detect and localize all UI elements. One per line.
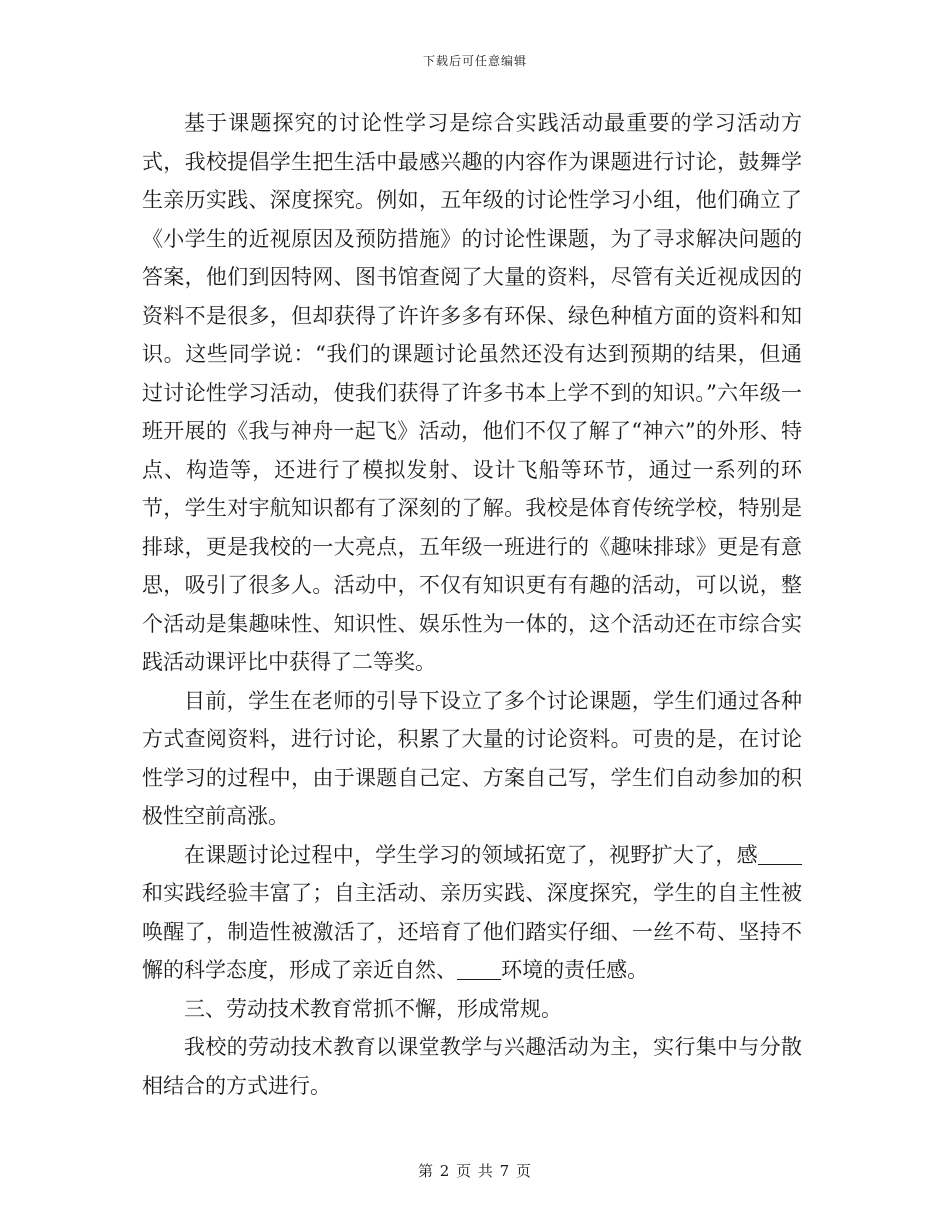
paragraph-discussion-process [142,836,802,990]
page-header: 下载后可任意编辑 [422,54,527,68]
paragraph-topic-inquiry: 基于课题探究的讨论性学习是综合实践活动最重要的学习活动方式，我校提倡学生把生活中最感兴趣的内容作为课题进行讨论，鼓舞学生亲历实践、深度探究。例如，五年级的讨论性学习小组，他们确立了《小学生的近视原因及预防措施》的讨论性课题，为了寻求解决问题的答案，他们到因特网、图书馆查阅了大量的资料，尽管有关近视成因的资料不是很多，但却获得了许许多多有环保、绿色种植方面的资料和知识。这些同学说：“我们的课题讨论虽然还没有达到预期的结果，但通过讨论性学习活动，使我们获得了许多书本上学不到的知识。”六年级一班开展的《我与神舟一起飞》活动，他们不仅了解了“神六”的外形、特点、构造等，还进行了模拟发射、设计飞船等环节，通过一系列的环节，学生对宇航知识都有了深刻的了解。我校是体育传统学校，特别是排球，更是我校的一大亮点，五年级一班进行的《趣味排球》更是有意思，吸引了很多人。活动中，不仅有知识更有有趣的活动，可以说，整个活动是集趣味性、知识性、娱乐性为一体的，这个活动还在市综合实践活动课评比中获得了二等奖。 [142,111,802,674]
page-number: 第 2 页 共 7 页 [418,1162,532,1180]
paragraph-labor-education: 我校的劳动技术教育以课堂教学与兴趣活动为主，实行集中与分散相结合的方式进行。 [142,1035,802,1098]
paragraph-current-status: 目前，学生在老师的引导下设立了多个讨论课题，学生们通过各种方式查阅资料，进行讨论，积累了大量的讨论资料。可贵的是，在讨论性学习的过程中，由于课题自己定、方案自己写，学生们自动参加的积极性空前高涨。 [142,688,802,828]
fill-in-blank-2 [457,958,501,980]
section-heading-labor-education: 三、劳动技术教育常抓不懈，形成常规。 [184,996,562,1021]
fill-in-blank-1 [758,843,802,865]
paragraph-text-part-2: 和实践经验丰富了；自主活动、亲历实践、深度探究，学生的自主性被唤醒了，制造性被激活了，还培育了他们踏实仔细、一丝不苟、坚持不懈的科学态度，形成了亲近自然、 [142,881,802,982]
paragraph-text-part-3: 环境的责任感。 [501,958,649,982]
paragraph-text-part-1: 在课题讨论过程中，学生学习的领域拓宽了，视野扩大了，感 [184,842,758,867]
document-body [142,104,802,1105]
